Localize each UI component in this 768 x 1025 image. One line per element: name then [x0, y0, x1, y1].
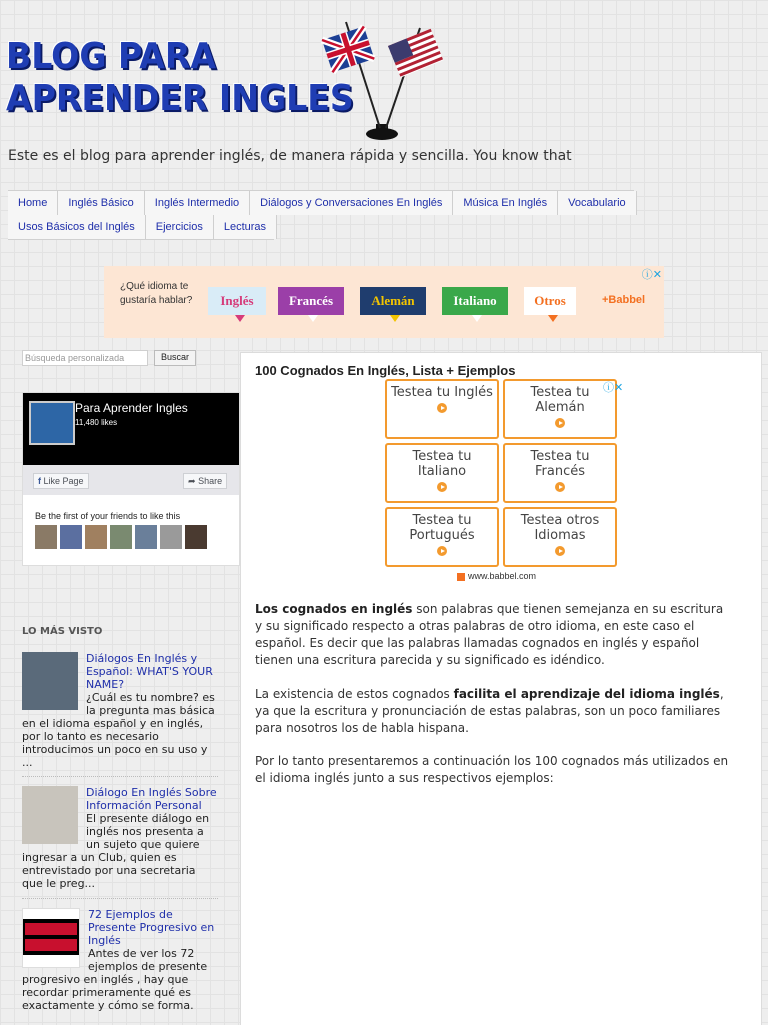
nav-row-2: [8, 215, 274, 240]
fb-friends-text: Be the first of your friends to like this: [35, 511, 181, 521]
ad-lang-italiano[interactable]: Italiano: [442, 287, 508, 315]
play-icon: [437, 403, 447, 413]
ad-cell-text: Testea tu Alemán: [530, 385, 590, 415]
ad-cell-text: Testea tu Portugués: [409, 513, 475, 543]
popular-post-link[interactable]: Diálogos En Inglés y Español: WHAT'S YOUR NAME?: [86, 652, 213, 691]
popular-post-item: [22, 652, 218, 769]
fb-page-thumbnail[interactable]: [29, 401, 75, 445]
ad-lang-otros[interactable]: Otros: [524, 287, 576, 315]
popular-post-thumbnail[interactable]: [22, 786, 78, 844]
divider: [22, 776, 218, 777]
popular-posts-title: LO MÁS VISTO: [22, 626, 103, 637]
ad-cell-text: Testea tu Italiano: [412, 449, 472, 479]
ad-footer[interactable]: [457, 571, 536, 581]
paragraph-text: La existencia de estos cognados: [255, 687, 454, 701]
paragraph-text: son palabras que tienen semejanza en su escritura y su significado respecto a otras palabras de otro idioma, en este caso el español. Es decir que las palabras llamadas cognados en inglés y español tienen una escritura parecida y su significado es idéndico.: [255, 602, 724, 667]
play-icon: [555, 482, 565, 492]
post-container: [240, 352, 762, 1025]
post-paragraph-3: Por lo tanto presentaremos a continuación los 100 cognados más utilizados en el idioma inglés junto a sus respectivos ejemplos:: [255, 754, 729, 785]
ad-footer-url: www.babbel.com: [468, 571, 537, 581]
ad-lang-aleman[interactable]: Alemán: [360, 287, 426, 315]
search-input[interactable]: Búsqueda personalizada: [22, 350, 148, 366]
fb-share-button[interactable]: [183, 473, 227, 489]
fb-face[interactable]: [135, 525, 157, 549]
ad-cell-text: Testea otros Idiomas: [520, 513, 600, 543]
search-button[interactable]: Buscar: [154, 350, 196, 366]
logo-line-2: APRENDER INGLES: [6, 78, 354, 119]
nav-vocabulario[interactable]: Vocabulario: [558, 191, 637, 215]
fb-face[interactable]: [60, 525, 82, 549]
fb-face[interactable]: [110, 525, 132, 549]
play-icon: [555, 546, 565, 556]
ad-cell-text: Testea tu Inglés: [391, 385, 493, 400]
ad-cell-portugues[interactable]: [385, 507, 499, 567]
nav-musica[interactable]: Música En Inglés: [453, 191, 558, 215]
fb-face[interactable]: [185, 525, 207, 549]
popular-post-link[interactable]: Diálogo En Inglés Sobre Información Personal: [86, 786, 217, 812]
ad-cell-text: Testea tu Francés: [530, 449, 590, 479]
divider: [22, 898, 218, 899]
bold-text: facilita el aprendizaje del idioma inglés: [453, 687, 720, 701]
popular-post-snippet: Antes de ver los 72 ejemplos de presente progresivo en inglés , hay que recordar primeramente qué es exactamente y cómo se forma.: [22, 947, 208, 1012]
fb-like-count: 11,480 likes: [75, 418, 118, 427]
babbel-ad-banner[interactable]: [104, 266, 664, 338]
nav-ejercicios[interactable]: Ejercicios: [146, 215, 214, 239]
popular-post-item: [22, 908, 218, 1012]
ad-question: ¿Qué idioma te gustaría hablar?: [120, 281, 193, 306]
post-paragraph-2: [255, 686, 731, 737]
fb-face[interactable]: [35, 525, 57, 549]
nav-usos-basicos[interactable]: Usos Básicos del Inglés: [8, 215, 146, 239]
play-icon: [437, 546, 447, 556]
ad-choices-close-icon[interactable]: ⓘ✕: [603, 381, 624, 394]
popular-post-link[interactable]: 72 Ejemplos de Presente Progresivo en Inglés: [88, 908, 215, 947]
popular-post-snippet: ¿Cuál es tu nombre? es la pregunta mas básica en el idioma español y en inglés, por lo tanto es necesario introducimos un poco en su uso y ...: [22, 691, 215, 769]
babbel-icon: [457, 573, 465, 581]
popular-post-item: [22, 786, 218, 890]
ad-lang-ingles[interactable]: Inglés: [208, 287, 266, 315]
ad-cell-otros[interactable]: [503, 507, 617, 567]
ad-cell-italiano[interactable]: [385, 443, 499, 503]
popular-post-snippet: El presente diálogo en inglés nos presenta a un sujeto que quiere ingresar a un Club, quien es entrevistado por una secretaria que le preg...: [22, 812, 210, 890]
fb-share-label: Share: [198, 476, 223, 486]
ad-choices-close-icon[interactable]: ⓘ✕: [641, 268, 662, 281]
nav-dialogos[interactable]: Diálogos y Conversaciones En Inglés: [250, 191, 453, 215]
nav-lecturas[interactable]: Lecturas: [214, 215, 277, 239]
nav-row-1: [8, 190, 634, 215]
fb-page-name[interactable]: Para Aprender Ingles: [75, 401, 188, 415]
blog-tagline: Este es el blog para aprender inglés, de manera rápida y sencilla. You know that: [8, 148, 572, 164]
paragraph-text: , ya que la escritura y pronunciación de estas palabras, son un poco familiares para nosotros los de habla hispana.: [255, 687, 724, 735]
play-icon: [437, 482, 447, 492]
facebook-page-widget: [22, 392, 240, 566]
popular-post-thumbnail[interactable]: [22, 908, 80, 968]
ad-cell-aleman[interactable]: [503, 379, 617, 439]
search-box: [22, 350, 196, 366]
facebook-icon: f: [38, 476, 41, 486]
post-paragraph-1: [255, 601, 731, 669]
post-title[interactable]: 100 Cognados En Inglés, Lista + Ejemplos: [255, 363, 516, 378]
nav-ingles-intermedio[interactable]: Inglés Intermedio: [145, 191, 250, 215]
ad-cell-frances[interactable]: [503, 443, 617, 503]
ad-lang-frances[interactable]: Francés: [278, 287, 344, 315]
logo-line-1: BLOG PARA: [6, 36, 217, 77]
nav-ingles-basico[interactable]: Inglés Básico: [58, 191, 144, 215]
nav-home[interactable]: Home: [8, 191, 58, 215]
fb-like-page-button[interactable]: [33, 473, 89, 489]
bold-text: Los cognados en inglés: [255, 602, 413, 616]
fb-face[interactable]: [85, 525, 107, 549]
fb-like-label: Like Page: [43, 476, 84, 486]
popular-post-thumbnail[interactable]: [22, 652, 78, 710]
ad-cell-ingles[interactable]: [385, 379, 499, 439]
fb-face[interactable]: [160, 525, 182, 549]
share-icon: ➦: [188, 476, 196, 486]
main-nav: [8, 190, 760, 240]
babbel-logo: +Babbel: [602, 294, 646, 306]
fb-friend-faces: [35, 525, 207, 549]
play-icon: [555, 418, 565, 428]
uk-us-flags-image: [316, 20, 446, 142]
babbel-grid-ad: [385, 379, 624, 585]
